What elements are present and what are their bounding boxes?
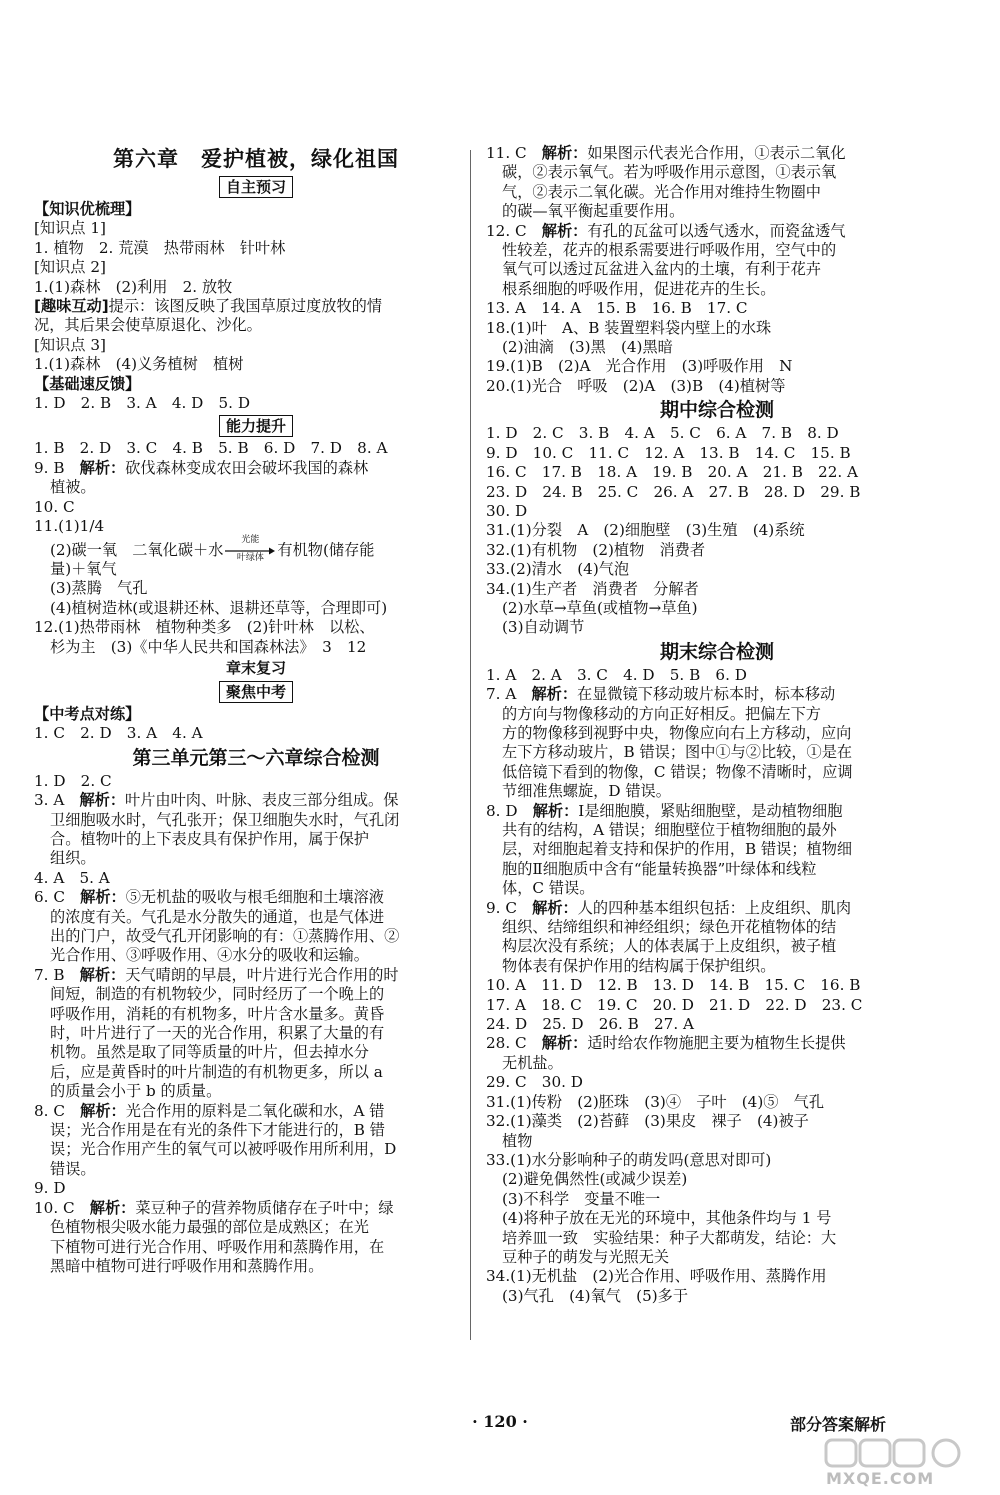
answer-line: 误；光合作用产生的氧气可以被呼吸作用所利用，D	[50, 1140, 397, 1159]
answer-line: 节细准焦螺旋，D 错误。	[502, 782, 671, 801]
answer-line: 18.(1)叶 A、B 装置塑料袋内壁上的水珠	[486, 318, 772, 337]
answer-line: 31.(1)传粉 (2)胚珠 (3)④ 子叶 (4)⑤ 气孔	[486, 1092, 825, 1111]
answer-line: (2)油滴 (3)黑 (4)黑暗	[502, 338, 673, 357]
answer-line: 气，②表示二氧化碳。光合作用对维持生物圈中	[502, 182, 821, 201]
answer-line: 23. D 24. B 25. C 26. A 27. B 28. D 29. B	[486, 482, 861, 501]
answer-line: 16. C 17. B 18. A 19. B 20. A 21. B 22. A	[486, 463, 858, 482]
answer-line: 30. D	[486, 501, 528, 520]
answer-9: 9. B 解析：砍伐森林变成农田会破坏我国的森林	[34, 458, 369, 477]
tag-midterm: 【中考点对练】	[34, 704, 141, 723]
watermark-text: MXQE.COM	[826, 1469, 935, 1488]
answer-line: 17. A 18. C 19. C 20. D 21. D 22. D 23. C	[486, 995, 863, 1014]
answer-line: 的方向与物像移动的方向正好相反。把偏左下方	[502, 704, 821, 723]
answer-line: 左下方移动玻片，B 错误；图中①与②比较，①是在	[502, 743, 853, 762]
answer-line: 的碳—氧平衡起重要作用。	[502, 202, 685, 221]
answer-line: 光合作用、③呼吸作用、④水分的吸收和运输。	[50, 946, 369, 965]
section-box-ability: 能力提升	[219, 415, 293, 437]
answer-line: 的质量会小于 b 的质量。	[50, 1082, 222, 1101]
answer-line: 33.(1)水分影响种子的萌发吗(意思对即可)	[486, 1150, 772, 1169]
answer-line: 10. A 11. D 12. B 13. D 14. B 15. C 16. B	[486, 976, 861, 995]
fun-line: [趣味互动]提示：该图反映了我国草原过度放牧的情	[34, 297, 383, 316]
tag-kp1: [知识点 1]	[34, 219, 106, 238]
section-box-preview: 自主预习	[219, 176, 293, 198]
answer-line: (3)自动调节	[502, 618, 585, 637]
answer-line: 机物。虽然是取了同等质量的叶片，但去掉水分	[50, 1043, 369, 1062]
equation-line: (2)碳一氧 二氧化碳＋水 光能 叶绿体 有机物(储存能	[50, 534, 375, 563]
answer-line: 1. A 2. A 3. C 4. D 5. B 6. D	[486, 665, 747, 684]
answer-line: 出的门户，故受气孔开闭影响的有：①蒸腾作用、②	[50, 927, 400, 945]
answer-line: 9. D	[34, 1179, 66, 1198]
left-column	[34, 144, 478, 1276]
answer-line: 植物	[502, 1131, 533, 1150]
answer-line: 19.(1)B (2)A 光合作用 (3)呼吸作用 N	[486, 357, 793, 376]
answer-line: 误；光合作用是在有光的条件下才能进行的，B 错	[50, 1121, 385, 1140]
chapter-end-heading: 章末复习	[225, 658, 286, 677]
answer-line: 色植物根尖吸水能力最强的部位是成熟区；在光	[50, 1218, 369, 1237]
answer-line: 1. C 2. D 3. A 4. A	[34, 724, 203, 743]
unit-test-title: 第三单元第三～六章综合检测	[132, 746, 380, 769]
answer-line: (3)气孔 (4)氧气 (5)多于	[502, 1286, 689, 1305]
answer-line: 1. D 2. C	[34, 771, 112, 790]
answer-line: 呼吸作用，消耗的有机物多，叶片含水量多。黄昏	[50, 1004, 385, 1023]
answer-line: 29. C 30. D	[486, 1073, 583, 1092]
answer-line: 低倍镜下看到的物像，C 错误；物像不清晰时，应调	[502, 762, 853, 781]
answer-line: 根系细胞的呼吸作用，促进花卉的生长。	[502, 279, 776, 298]
answer-line: 合。植物叶的上下表皮具有保护作用，属于保护	[50, 829, 369, 848]
answer-line: 1. D 2. C 3. B 4. A 5. C 6. A 7. B 8. D	[486, 424, 839, 443]
answer-line: 4. A 5. A	[34, 868, 110, 887]
answer-line: 错误。	[50, 1159, 96, 1178]
answer-10: 10. C 解析：菜豆种子的营养物质储存在子叶中；绿	[34, 1198, 394, 1217]
answer-line: 间短，制造的有机物较少，同时经历了一个晚上的	[50, 985, 385, 1004]
answer-line: 碳，②表示氧气。若为呼吸作用示意图，①表示氧	[502, 163, 837, 182]
reaction-arrow: 光能 叶绿体	[225, 543, 275, 559]
answer-12: 12. C 解析：有孔的瓦盆可以透气透水，而瓷盆透气	[486, 221, 846, 240]
answer-line: 13. A 14. A 15. B 16. B 17. C	[486, 299, 748, 318]
answer-line: 1. B 2. D 3. C 4. B 5. B 6. D 7. D 8. A	[34, 439, 388, 458]
answer-6: 6. C 解析：⑤无机盐的吸收与根毛细胞和土壤溶液	[34, 888, 384, 907]
answer-line: (2)避免偶然性(或减少误差)	[502, 1170, 688, 1189]
right-column	[486, 144, 948, 1306]
answer-line: 1.(1)森林 (2)利用 2. 放牧	[34, 277, 233, 296]
answer-line: (2)水草→草鱼(或植物→草鱼)	[502, 598, 698, 617]
answer-line: 性较差，花卉的根系需要进行呼吸作用，空气中的	[502, 241, 837, 260]
answer-line: 量)＋氧气	[50, 559, 117, 578]
answer-line: 体，C 错误。	[502, 879, 595, 898]
tag-fun: [趣味互动]	[34, 297, 109, 316]
answer-line: 后，应是黄昏时的叶片制造的有机物更多，所以 a	[50, 1062, 383, 1081]
answer-7: 7. A 解析：在显微镜下移动玻片标本时，标本移动	[486, 685, 836, 704]
answer-line: 时，叶片进行了一天的光合作用，积累了大量的有	[50, 1024, 385, 1043]
answer-line: 24. D 25. D 26. B 27. A	[486, 1015, 694, 1034]
footer-section-title: 部分答案解析	[790, 1415, 887, 1434]
tag-kp3: [知识点 3]	[34, 335, 106, 354]
answer-11: 11. C 解析：如果图示代表光合作用，①表示二氧化	[486, 144, 846, 162]
answer-line: 组织、结缔组织和神经组织；绿色开花植物体的结	[502, 918, 837, 937]
answer-line: 12.(1)热带雨林 植物种类多 (2)针叶林 以松、	[34, 618, 375, 637]
answer-line: (4)植树造林(或退耕还林、退耕还草等，合理即可)	[50, 598, 388, 617]
answer-3: 3. A 解析：叶片由叶肉、叶脉、表皮三部分组成。保	[34, 791, 399, 810]
answer-line: 9. D 10. C 11. C 12. A 13. B 14. C 15. B	[486, 443, 851, 462]
tag-basic: 【基础速反馈】	[34, 374, 141, 393]
answer-line: 的浓度有关。气孔是水分散失的通道，也是气体进	[50, 907, 385, 926]
watermark-icon	[820, 1436, 970, 1470]
answer-9: 9. C 解析：人的四种基本组织包括：上皮组织、肌肉	[486, 898, 852, 917]
answer-line: 1. D 2. B 3. A 4. D 5. D	[34, 394, 250, 413]
midterm-test-title: 期中综合检测	[659, 399, 774, 422]
chapter-title: 第六章 爱护植被，绿化祖国	[113, 147, 399, 171]
answer-line: 33.(2)清水 (4)气泡	[486, 560, 630, 579]
watermark-logo	[820, 1436, 970, 1488]
answer-line: 1. 植物 2. 荒漠 热带雨林 针叶林	[34, 238, 286, 257]
answer-line: 10. C	[34, 497, 75, 516]
answer-line: 层，对细胞起着支持和保护的作用，B 错误；植物细	[502, 840, 853, 859]
answer-line: 氧气可以透过瓦盆进入盆内的土壤，有利于花卉	[502, 260, 821, 279]
answer-28: 28. C 解析：适时给农作物施肥主要为植物生长提供	[486, 1034, 846, 1053]
page-number: · 120 ·	[472, 1412, 528, 1431]
answer-line: 豆种子的萌发与光照无关	[502, 1247, 670, 1266]
answer-8: 8. D 解析：Ⅰ是细胞膜，紧贴细胞壁，是动植物细胞	[486, 801, 843, 820]
answer-line: 培养皿一致 实验结果：种子大都萌发，结论：大	[502, 1228, 837, 1247]
answer-line: 31.(1)分裂 A (2)细胞壁 (3)生殖 (4)系统	[486, 521, 805, 540]
answer-line: 况，其后果会使草原退化、沙化。	[34, 316, 262, 335]
tag-kp2: [知识点 2]	[34, 258, 106, 277]
answer-line: 物体表有保护作用的结构属于保护组织。	[502, 956, 776, 975]
answer-line: 32.(1)藻类 (2)苔藓 (3)果皮 裸子 (4)被子	[486, 1112, 809, 1131]
final-test-title: 期末综合检测	[659, 640, 774, 663]
answer-line: 34.(1)无机盐 (2)光合作用、呼吸作用、蒸腾作用	[486, 1267, 827, 1286]
answer-line: 黑暗中植物可进行呼吸作用和蒸腾作用。	[50, 1256, 324, 1275]
answer-line: 胞的Ⅱ细胞质中含有“能量转换器”叶绿体和线粒	[502, 859, 817, 878]
answer-line: 无机盐。	[502, 1053, 563, 1072]
answer-line: 1.(1)森林 (4)义务植树 植树	[34, 355, 244, 374]
answer-line: 下植物可进行光合作用、呼吸作用和蒸腾作用，在	[50, 1237, 385, 1256]
answer-line: 构层次没有系统；人的体表属于上皮组织，被子植	[502, 937, 837, 956]
answer-line: 34.(1)生产者 消费者 分解者	[486, 579, 699, 598]
answer-line: 组织。	[50, 849, 96, 868]
answer-line: 卫细胞吸水时，气孔张开；保卫细胞失水时，气孔闭	[50, 810, 400, 829]
section-box-focus: 聚焦中考	[219, 681, 293, 703]
answer-7: 7. B 解析：天气晴朗的早晨，叶片进行光合作用的时	[34, 965, 399, 984]
answer-line: 方的物像移到视野中央，物像应向右上方移动，应向	[502, 723, 852, 742]
answer-line: (4)将种子放在无光的环境中，其他条件均与 1 号	[502, 1209, 832, 1228]
answer-line: (3)蒸腾 气孔	[50, 579, 148, 598]
answer-line: 杉为主 (3)《中华人民共和国森林法》 3 12	[50, 637, 367, 656]
answer-line: 11.(1)1/4	[34, 517, 105, 536]
answer-line: (3)不科学 变量不唯一	[502, 1189, 661, 1208]
answer-8: 8. C 解析：光合作用的原料是二氧化碳和水，A 错	[34, 1101, 385, 1120]
tag-knowledge: 【知识优梳理】	[34, 200, 141, 218]
answer-line: 植被。	[50, 478, 96, 497]
answer-line: 20.(1)光合 呼吸 (2)A (3)B (4)植树等	[486, 376, 786, 395]
answer-line: 共有的结构，A 错误；细胞壁位于植物细胞的最外	[502, 821, 837, 839]
answer-line: 32.(1)有机物 (2)植物 消费者	[486, 540, 706, 559]
